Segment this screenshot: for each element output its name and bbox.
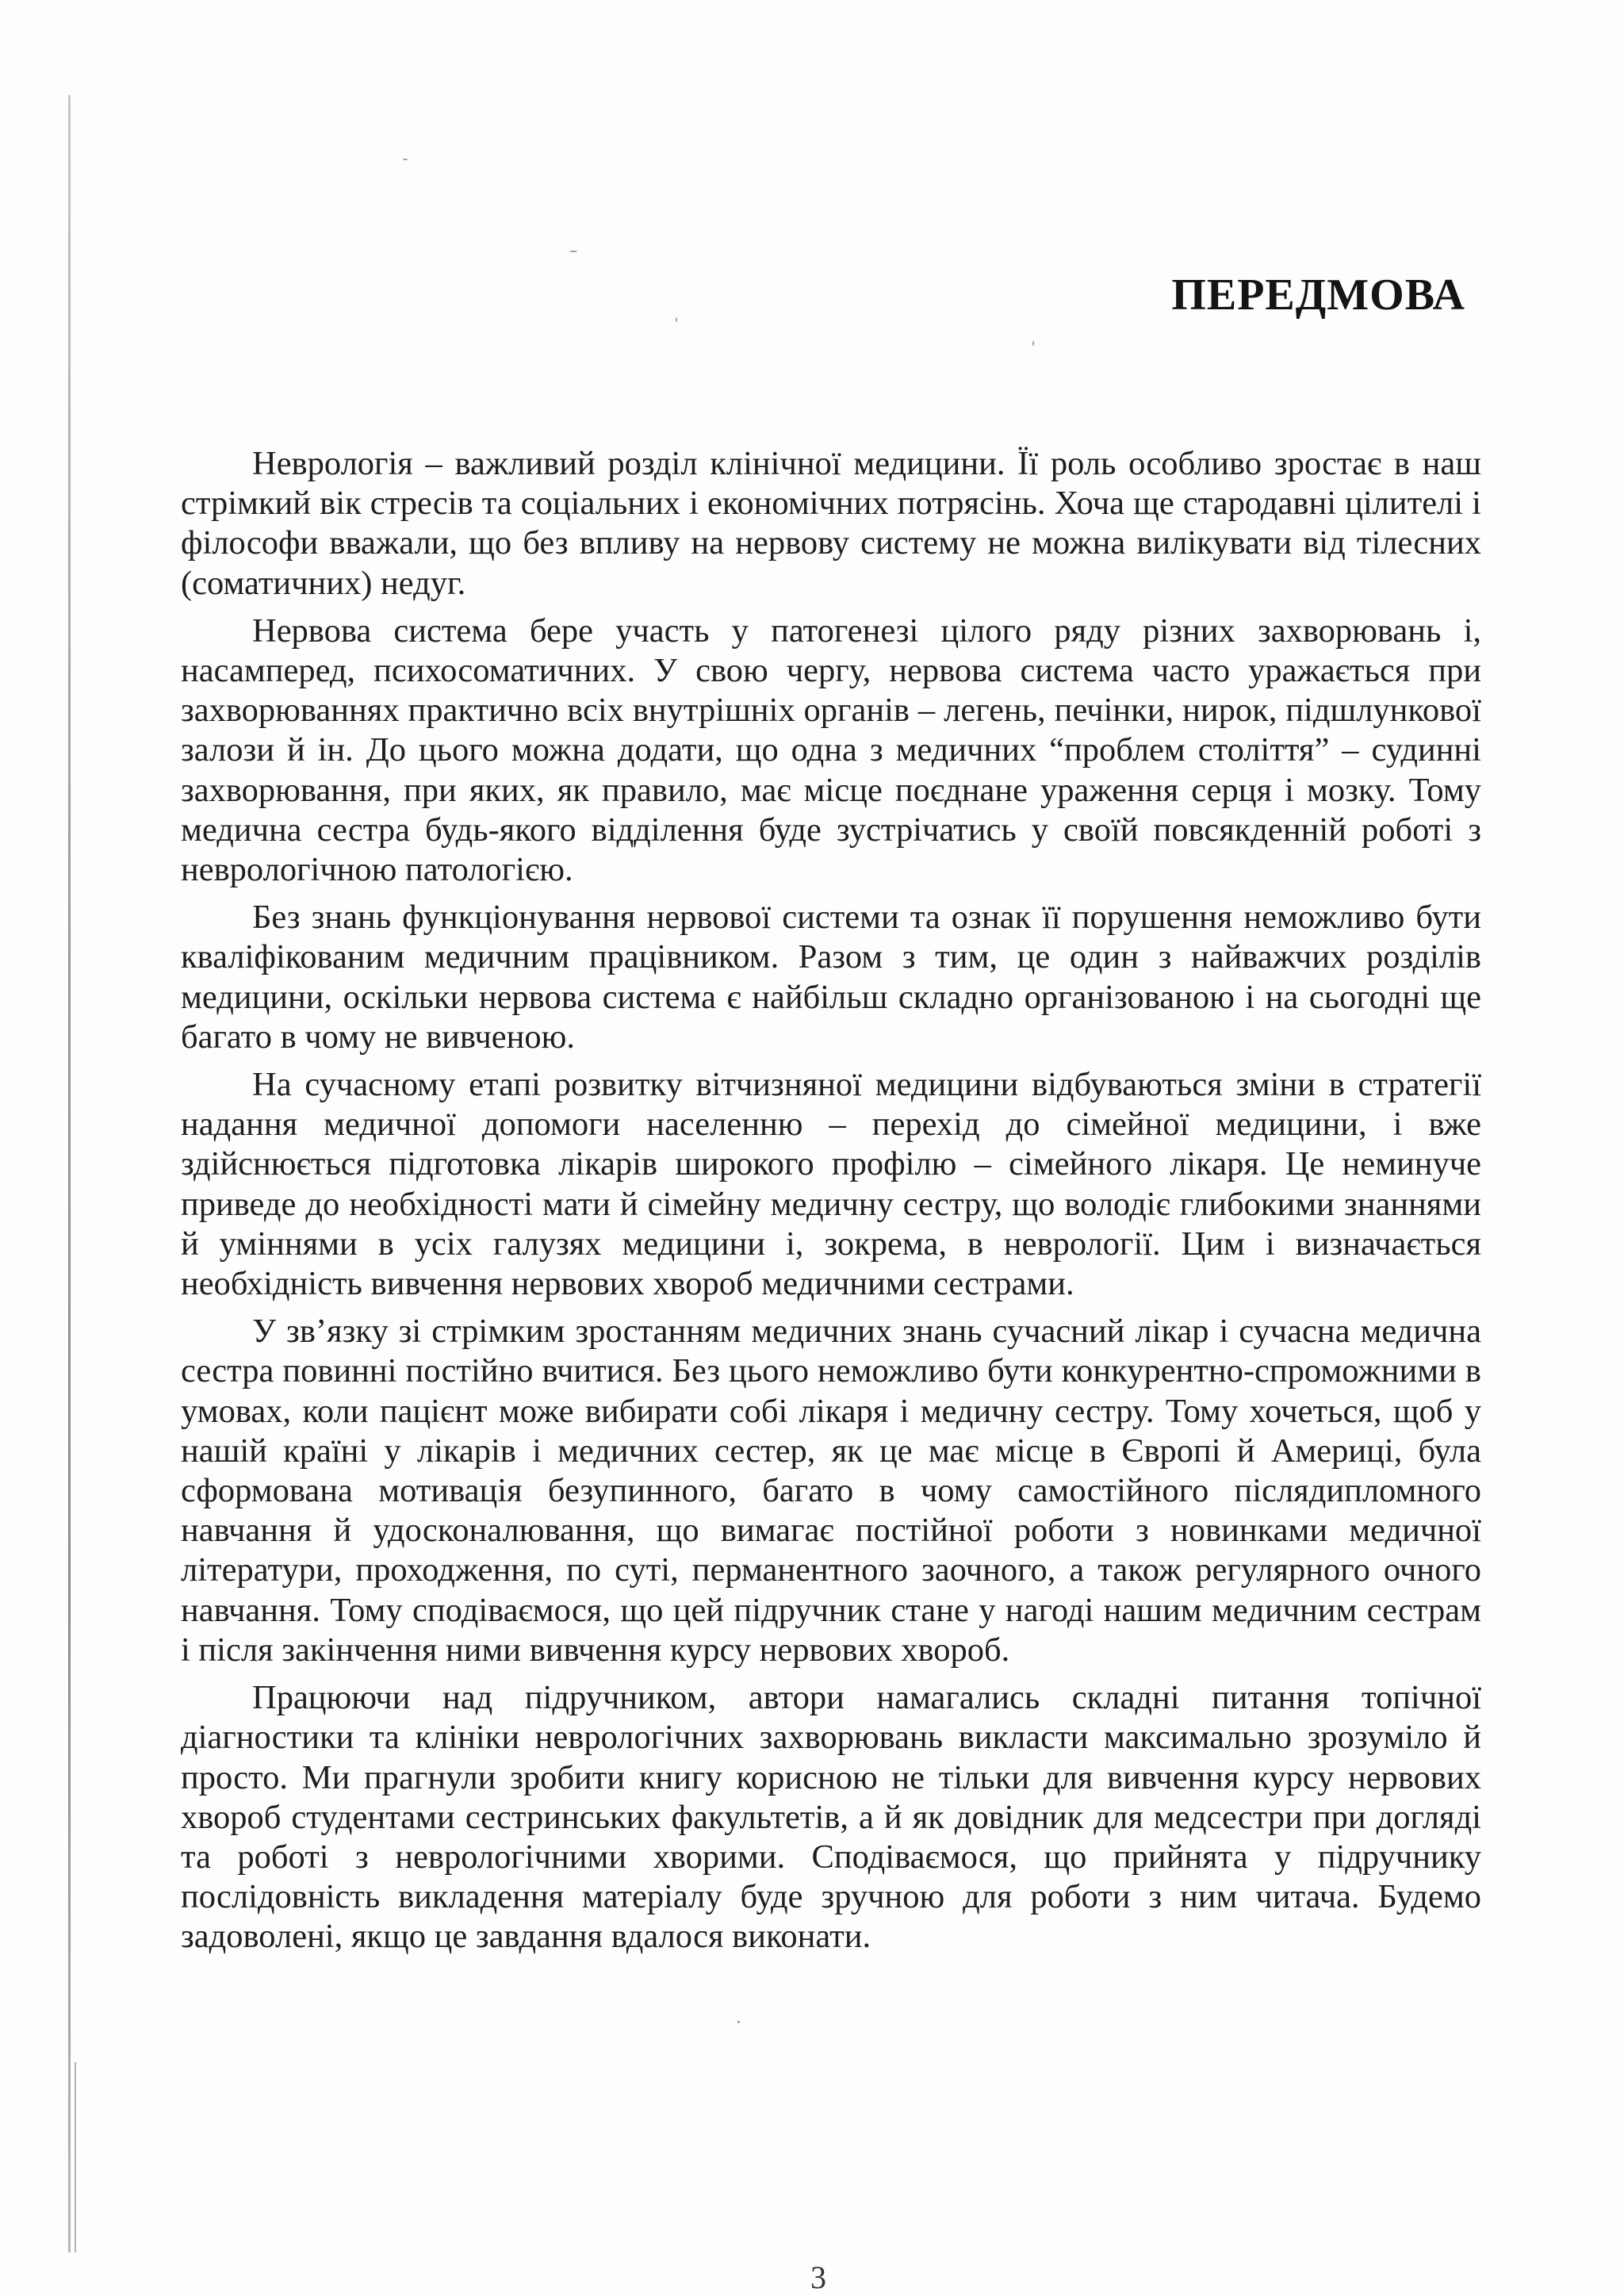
preface-body (181, 444, 1481, 1965)
scan-speck (1032, 341, 1034, 346)
scan-speck (403, 159, 408, 160)
paragraph: Працюючи над підручником, автори намагались складні питання топічної діагностики та клініки неврологічних захворювань викласти максимально зрозуміло й просто. Ми прагнули зробити книгу корисною не тільки для вивчення курсу нервових хвороб студентами сестринських факультетів, а й як довідник для медсестри при догляді та роботі з неврологічними хворими. Сподіваємося, що прийнята у підручнику послідовність викладення матеріалу буде зручною для роботи з ним читача. Будемо задоволені, якщо це завдання вдалося виконати. (181, 1679, 1481, 1956)
scan-spine-edge-secondary (75, 2062, 76, 2252)
paragraph: У зв’язку зі стрімким зростанням медичних знань сучасний лікар і сучасна медична сестра повинні постійно вчитися. Без цього неможливо бути конкурентно-спроможними в умовах, коли пацієнт може вибирати собі лікаря і медичну сестру. Тому хочеться, щоб у нашій країні у лікарів і медичних сестер, як це має місце в Європі й Америці, була сформована мотивація безупинного, багато в чому самостійного післядипломного навчання й удосконалювання, що вимагає постійної роботи з новинками медичної літератури, проходження, по суті, перманентного заочного, а також регулярного очного навчання. Тому сподіваємося, що цей підручник стане у нагоді нашим медичним сестрам і після закінчення ними вивчення курсу нервових хвороб. (181, 1313, 1481, 1669)
scan-speck (737, 2021, 740, 2023)
scan-spine-edge (68, 95, 71, 2252)
paragraph: Нервова система бере участь у патогенезі цілого ряду різних захворювань і, насамперед, психосоматичних. У свою чергу, нервова система часто уражається при захворюваннях практично всіх внутрішніх органів – легень, печінки, нирок, підшлункової залози й ін. До цього можна додати, що одна з медичних “проблем століття” – судинні захворювання, при яких, як правило, має місце поєднане ураження серця і мозку. Тому медична сестра будь-якого відділення буде зустрічатись у своїй повсякденній роботі з неврологічною патологією. (181, 611, 1481, 889)
paragraph: На сучасному етапі розвитку вітчизняної медицини відбуваються зміни в стратегії надання медичної допомоги населенню – перехід до сімейної медицини, і вже здійснюється підготовка лікарів широкого профілю – сімейного лікаря. Це неминуче приведе до необхідності мати й сімейну медичну сестру, що володіє глибокими знаннями й уміннями в усіх галузях медицини і, зокрема, в неврології. Цим і визначається необхідність вивчення нервових хвороб медичними сестрами. (181, 1066, 1481, 1303)
scan-speck (569, 251, 577, 252)
scan-speck (676, 317, 677, 322)
page-title: ПЕРЕДМОВА (1171, 270, 1465, 320)
page-number: 3 (810, 2260, 826, 2295)
paragraph: Без знань функціонування нервової системи та ознак її порушення неможливо бути кваліфікованим медичним працівником. Разом з тим, це один з найважчих розділів медицини, оскільки нервова система є найбільш складно організованою і на сьогодні ще багато в чому не вивченою. (181, 899, 1481, 1056)
paragraph: Неврологія – важливий розділ клінічної медицини. Її роль особливо зростає в наш стрімкий вік стресів та соціальних і економічних потрясінь. Хоча ще стародавні цілителі і філософи вважали, що без впливу на нервову систему не можна вилікувати від тілесних (соматичних) недуг. (181, 445, 1481, 602)
